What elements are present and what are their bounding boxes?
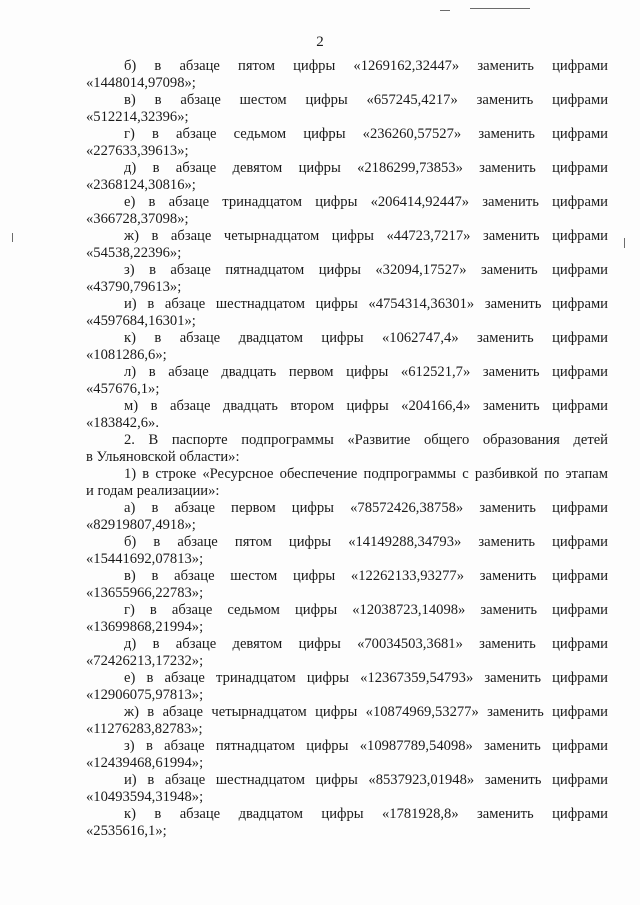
paragraph	[86, 296, 608, 330]
paragraph-first-line: 2. В паспорте подпрограммы «Развитие общего образования детей	[124, 432, 608, 448]
paragraph	[86, 772, 608, 806]
scan-artifact-top	[470, 8, 530, 9]
paragraph	[86, 738, 608, 772]
paragraph-continuation-line: «512214,32396»;	[86, 109, 189, 125]
paragraph	[86, 160, 608, 194]
paragraph-first-line: г) в абзаце седьмом цифры «12038723,14098» заменить цифрами	[124, 602, 608, 618]
paragraph	[86, 602, 608, 636]
paragraph	[86, 806, 608, 840]
paragraph-continuation-line: «2535616,1»;	[86, 823, 167, 839]
paragraph-continuation-line: «15441692,07813»;	[86, 551, 204, 567]
paragraph-continuation-line: «227633,39613»;	[86, 143, 189, 159]
paragraph-continuation-line: «13699868,21994»;	[86, 619, 204, 635]
paragraph-first-line: е) в абзаце тринадцатом цифры «206414,92447» заменить цифрами	[124, 194, 608, 210]
paragraph-continuation-line: и годам реализации»:	[86, 483, 220, 499]
paragraph-first-line: а) в абзаце первом цифры «78572426,38758» заменить цифрами	[124, 500, 608, 516]
paragraph	[86, 58, 608, 92]
paragraph	[86, 534, 608, 568]
paragraph-continuation-line: «1081286,6»;	[86, 347, 167, 363]
paragraph-first-line: ж) в абзаце четырнадцатом цифры «10874969,53277» заменить цифрами	[124, 704, 608, 720]
paragraph	[86, 194, 608, 228]
paragraph-first-line: б) в абзаце пятом цифры «14149288,34793» заменить цифрами	[124, 534, 608, 550]
paragraph	[86, 126, 608, 160]
paragraph-first-line: д) в абзаце девятом цифры «70034503,3681» заменить цифрами	[124, 636, 608, 652]
paragraph-first-line: г) в абзаце седьмом цифры «236260,57527» заменить цифрами	[124, 126, 608, 142]
paragraph	[86, 228, 608, 262]
document-body	[86, 58, 608, 840]
paragraph-first-line: в) в абзаце шестом цифры «657245,4217» заменить цифрами	[124, 92, 608, 108]
paragraph-continuation-line: «72426213,17232»;	[86, 653, 204, 669]
paragraph-first-line: з) в абзаце пятнадцатом цифры «10987789,54098» заменить цифрами	[124, 738, 608, 754]
paragraph	[86, 670, 608, 704]
paragraph-continuation-line: «11276283,82783»;	[86, 721, 203, 737]
paragraph-continuation-line: «10493594,31948»;	[86, 789, 204, 805]
paragraph-continuation-line: «82919807,4918»;	[86, 517, 196, 533]
paragraph	[86, 500, 608, 534]
paragraph-continuation-line: «4597684,16301»;	[86, 313, 196, 329]
paragraph-first-line: е) в абзаце тринадцатом цифры «12367359,54793» заменить цифрами	[124, 670, 608, 686]
paragraph	[86, 262, 608, 296]
paragraph-continuation-line: «1448014,97098»;	[86, 75, 196, 91]
paragraph	[86, 432, 608, 466]
paragraph-continuation-line: «2368124,30816»;	[86, 177, 196, 193]
paragraph-continuation-line: «366728,37098»;	[86, 211, 189, 227]
paragraph-first-line: и) в абзаце шестнадцатом цифры «8537923,01948» заменить цифрами	[124, 772, 608, 788]
scan-artifact-right	[624, 238, 625, 248]
paragraph-first-line: и) в абзаце шестнадцатом цифры «4754314,36301» заменить цифрами	[124, 296, 608, 312]
paragraph-continuation-line: «13655966,22783»;	[86, 585, 204, 601]
paragraph	[86, 330, 608, 364]
paragraph-first-line: л) в абзаце двадцать первом цифры «612521,7» заменить цифрами	[124, 364, 608, 380]
paragraph-continuation-line: «12439468,61994»;	[86, 755, 204, 771]
paragraph-first-line: к) в абзаце двадцатом цифры «1781928,8» заменить цифрами	[124, 806, 608, 822]
scan-artifact-left	[12, 233, 13, 242]
paragraph-continuation-line: «457676,1»;	[86, 381, 160, 397]
paragraph-first-line: в) в абзаце шестом цифры «12262133,93277» заменить цифрами	[124, 568, 608, 584]
paragraph-continuation-line: «54538,22396»;	[86, 245, 182, 261]
paragraph-first-line: 1) в строке «Ресурсное обеспечение подпрограммы с разбивкой по этапам	[124, 466, 608, 482]
paragraph-continuation-line: «183842,6».	[86, 415, 159, 431]
scan-artifact-top-small	[440, 10, 450, 11]
paragraph-continuation-line: «43790,79613»;	[86, 279, 182, 295]
paragraph	[86, 704, 608, 738]
paragraph-continuation-line: «12906075,97813»;	[86, 687, 204, 703]
paragraph-first-line: б) в абзаце пятом цифры «1269162,32447» заменить цифрами	[124, 58, 608, 74]
paragraph-first-line: д) в абзаце девятом цифры «2186299,73853» заменить цифрами	[124, 160, 608, 176]
paragraph	[86, 92, 608, 126]
paragraph	[86, 568, 608, 602]
paragraph	[86, 636, 608, 670]
paragraph	[86, 364, 608, 398]
paragraph	[86, 398, 608, 432]
paragraph-first-line: з) в абзаце пятнадцатом цифры «32094,17527» заменить цифрами	[124, 262, 608, 278]
paragraph-first-line: м) в абзаце двадцать втором цифры «204166,4» заменить цифрами	[124, 398, 608, 414]
paragraph-first-line: к) в абзаце двадцатом цифры «1062747,4» заменить цифрами	[124, 330, 608, 346]
paragraph	[86, 466, 608, 500]
page-number: 2	[316, 34, 324, 50]
paragraph-continuation-line: в Ульяновской области»:	[86, 449, 240, 465]
paragraph-first-line: ж) в абзаце четырнадцатом цифры «44723,7217» заменить цифрами	[124, 228, 608, 244]
